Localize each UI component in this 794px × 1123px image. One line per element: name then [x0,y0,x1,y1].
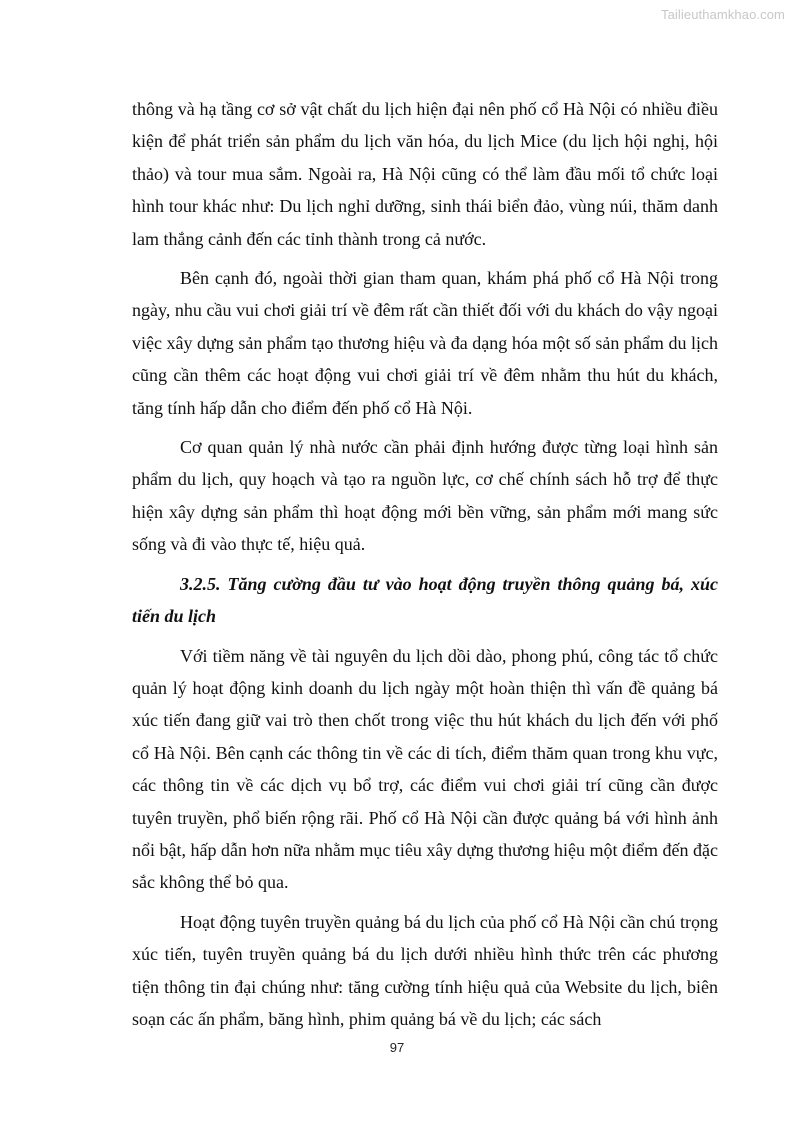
paragraph-continuation: thông và hạ tầng cơ sở vật chất du lịch hiện đại nên phố cổ Hà Nội có nhiều điều kiện để phát triển sản phẩm du lịch văn hóa, du lịch Mice (du lịch hội nghị, hội thảo) và tour mua sắm. Ngoài ra, Hà Nội cũng có thể làm đầu mối tổ chức loại hình tour khác như: Du lịch nghỉ dưỡng, sinh thái biển đảo, vùng núi, thăm danh lam thắng cảnh đến các tỉnh thành trong cả nước. [132,99,718,249]
watermark: Tailieuthamkhao.com [660,7,785,22]
paragraph-promotion-potential: Với tiềm năng về tài nguyên du lịch dồi dào, phong phú, công tác tổ chức quản lý hoạt động kinh doanh du lịch ngày một hoàn thiện thì vấn đề quảng bá xúc tiến đang giữ vai trò then chốt trong việc thu hút khách du lịch đến với phố cổ Hà Nội. Bên cạnh các thông tin về các di tích, điểm thăm quan trong khu vực, các thông tin về các dịch vụ bổ trợ, các điểm vui chơi giải trí cũng cần được tuyên truyền, phổ biến rộng rãi. Phố cổ Hà Nội cần được quảng bá với hình ảnh nổi bật, hấp dẫn hơn nữa nhằm mục tiêu xây dựng thương hiệu một điểm đến đặc sắc không thể bỏ qua. [132,645,718,893]
paragraph-promotion-activities: Hoạt động tuyên truyền quảng bá du lịch của phố cổ Hà Nội cần chú trọng xúc tiến, tuyên truyền quảng bá du lịch dưới nhiều hình thức trên các phương tiện thông tin đại chúng như: tăng cường tính hiệu quả của Website du lịch, biên soạn các ấn phẩm, băng hình, phim quảng bá về du lịch; các sách [132,911,718,1029]
page-body [132,93,718,1042]
paragraph-state-management: Cơ quan quản lý nhà nước cần phải định hướng được từng loại hình sản phẩm du lịch, quy hoạch và tạo ra nguồn lực, cơ chế chính sách hỗ trợ để thực hiện xây dựng sản phẩm thì hoạt động mới bền vững, sản phẩm mới mang sức sống và đi vào thực tế, hiệu quả. [132,437,718,555]
paragraph-night-entertainment: Bên cạnh đó, ngoài thời gian tham quan, khám phá phố cổ Hà Nội trong ngày, nhu cầu vui chơi giải trí về đêm rất cần thiết đối với du khách do vậy ngoại việc xây dựng sản phẩm tạo thương hiệu và đa dạng hóa một số sản phẩm du lịch cũng cần thêm các hoạt động vui chơi giải trí về đêm nhằm thu hút du khách, tăng tính hấp dẫn cho điểm đến phố cổ Hà Nội. [132,268,718,418]
page-number: 97 [389,1040,405,1055]
section-heading: 3.2.5. Tăng cường đầu tư vào hoạt động truyền thông quảng bá, xúc tiến du lịch [132,573,718,627]
